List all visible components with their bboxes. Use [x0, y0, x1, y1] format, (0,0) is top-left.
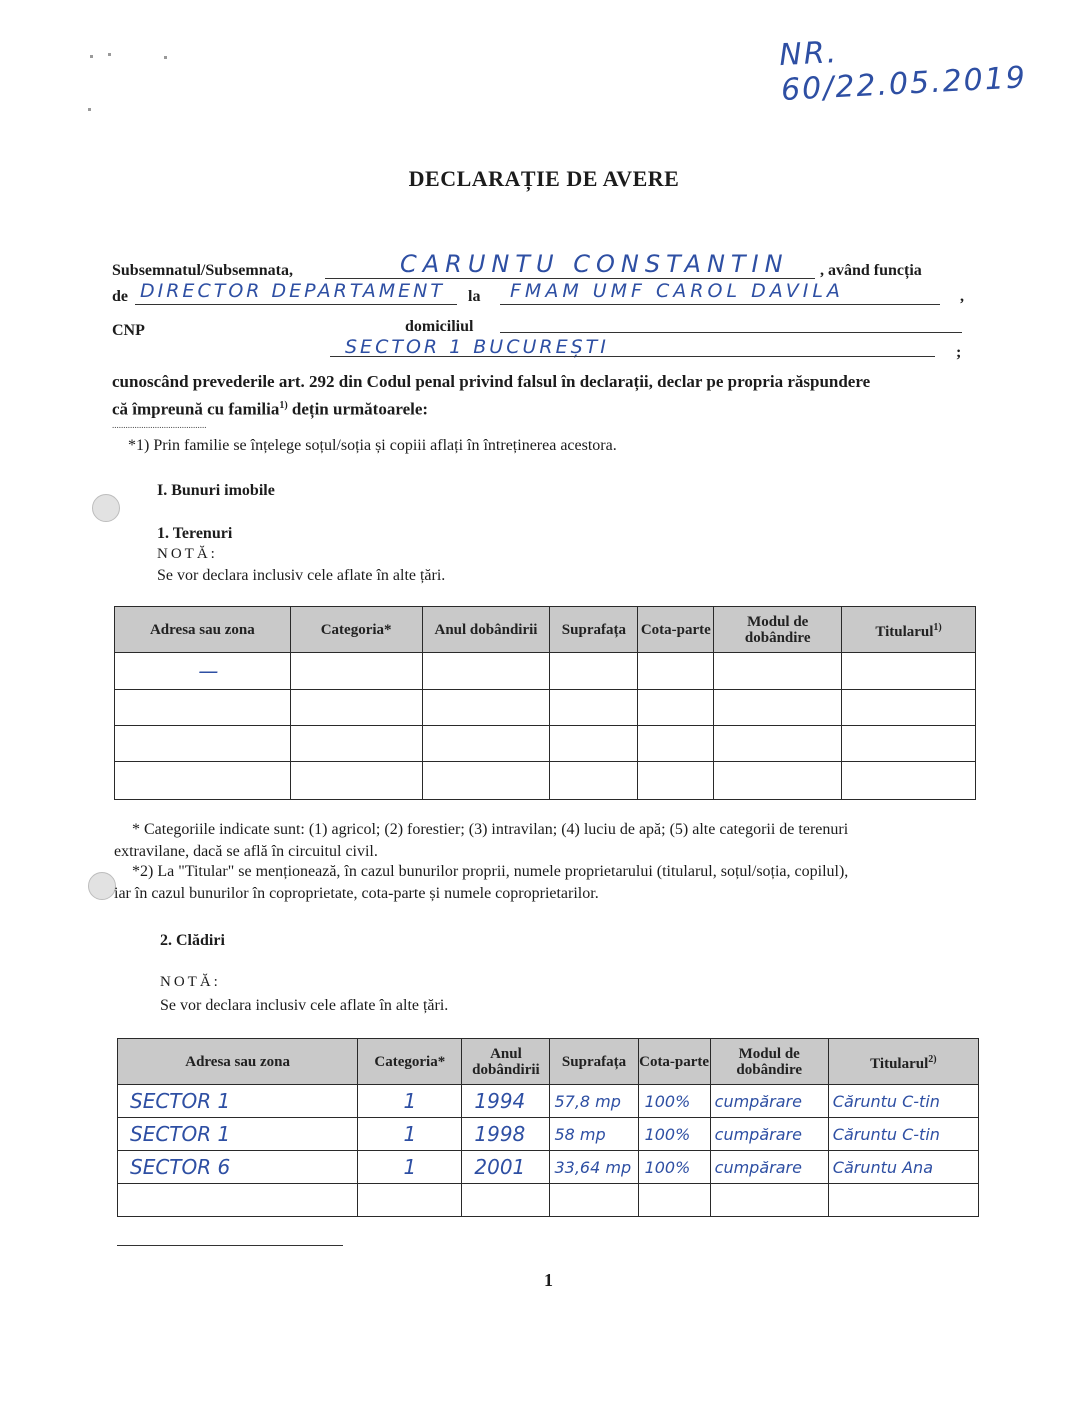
table-cell[interactable]: [550, 653, 638, 690]
table-cell-categoria[interactable]: 1: [358, 1085, 462, 1118]
table-cell-adresa[interactable]: SECTOR 1: [118, 1085, 358, 1118]
avand-functia-label: , având funcția: [820, 262, 922, 279]
table-cell-cota-parte[interactable]: 100%: [638, 1118, 710, 1151]
table-cell[interactable]: [638, 653, 714, 690]
statement-text: [112, 370, 992, 422]
table-cell-anul[interactable]: 1994: [462, 1085, 550, 1118]
table-cell[interactable]: [462, 1184, 550, 1217]
terenuri-table: [114, 606, 976, 800]
col-header-suprafata: Suprafața: [550, 607, 638, 653]
table-cell[interactable]: [358, 1184, 462, 1217]
table-header-row: [115, 607, 976, 653]
table-cell-adresa[interactable]: SECTOR 6: [118, 1151, 358, 1184]
domiciliu-underline-2: [330, 356, 935, 357]
col-header-anul: Anul dobândirii: [462, 1039, 550, 1085]
institution-field[interactable]: FMAM UMF CAROL DAVILA: [510, 280, 844, 302]
table-cell[interactable]: [422, 726, 550, 762]
table-cell-anul[interactable]: 1998: [462, 1118, 550, 1151]
subsection-heading-cladiri: 2. Clădiri: [160, 932, 225, 949]
function-field[interactable]: DIRECTOR DEPARTAMENT: [140, 280, 445, 302]
semicolon: ;: [956, 344, 962, 361]
table-cell-titularul[interactable]: Căruntu Ana: [828, 1151, 978, 1184]
cladiri-table: [117, 1038, 979, 1217]
table-row: [115, 762, 976, 800]
table-row: [118, 1184, 979, 1217]
scan-speck: [108, 53, 111, 56]
table-cell[interactable]: [842, 762, 976, 800]
table-cell-cota-parte[interactable]: 100%: [638, 1151, 710, 1184]
table-cell[interactable]: [550, 726, 638, 762]
col-header-titularul: Titularul$^{1)}$: [842, 607, 976, 653]
footnote-rule: [117, 1245, 343, 1246]
table-header-row: [118, 1039, 979, 1085]
table-cell[interactable]: [115, 726, 291, 762]
table-cell[interactable]: [422, 653, 550, 690]
hole-punch-mark: [88, 872, 116, 900]
nota-label: NOTĂ:: [157, 546, 218, 562]
table-cell-modul[interactable]: cumpărare: [710, 1118, 828, 1151]
table-cell-modul[interactable]: cumpărare: [710, 1151, 828, 1184]
footnote-categories-line-1: * Categoriile indicate sunt: (1) agricol; (2) forestier; (3) intravilan; (4) luciu de apă; (5) alte categorii de terenuri: [132, 821, 849, 838]
table-cell-titularul[interactable]: Căruntu C-tin: [828, 1118, 978, 1151]
table-cell[interactable]: [550, 762, 638, 800]
footnote-separator-dots: ..........................................: [112, 420, 207, 430]
table-row: [118, 1118, 979, 1151]
table-cell[interactable]: [290, 726, 422, 762]
table-cell[interactable]: [714, 726, 842, 762]
table-cell[interactable]: [290, 690, 422, 726]
col-header-titularul: Titularul$^{2)}$: [828, 1039, 978, 1085]
table-row: [115, 726, 976, 762]
table-cell[interactable]: [842, 726, 976, 762]
declarant-name-field[interactable]: CARUNTU CONSTANTIN: [400, 250, 789, 278]
table-cell[interactable]: [638, 726, 714, 762]
col-header-modul: Modul de dobândire: [710, 1039, 828, 1085]
footnote-1: *1) Prin familie se înțelege soțul/soția și copiii aflați în întreținerea acestora.: [128, 437, 617, 454]
scan-speck: [90, 55, 93, 58]
table-cell[interactable]: [638, 690, 714, 726]
table-cell[interactable]: [118, 1184, 358, 1217]
col-header-suprafata: Suprafața: [550, 1039, 638, 1085]
col-header-adresa: Adresa sau zona: [118, 1039, 358, 1085]
section-heading-bunuri-imobile: I. Bunuri imobile: [157, 482, 275, 499]
footnote-titular-line-2: iar în cazul bunurilor în coproprietate, cota-parte și numele coproprietarilor.: [114, 885, 599, 902]
col-header-cota-parte: Cota-parte: [638, 607, 714, 653]
de-label: de: [112, 288, 128, 305]
statement-line-2: că împreună cu familia$^{1)}$ dețin următoarele:: [112, 399, 429, 419]
registration-stamp: NR. 60/22.05.2019: [778, 35, 1028, 109]
address-field[interactable]: SECTOR 1 BUCUREȘTI: [345, 336, 609, 358]
cnp-label: CNP: [112, 322, 145, 339]
footnote-categories-line-2: extravilane, dacă se află în circuitul civil.: [114, 843, 378, 860]
table-cell[interactable]: [842, 690, 976, 726]
comma: ,: [960, 288, 964, 305]
footnote-titular-line-1: *2) La "Titular" se menționează, în cazul bunurilor proprii, numele proprietarului (titularul, soțul/soția, copilul),: [132, 863, 849, 880]
table-cell[interactable]: [842, 653, 976, 690]
table-cell-anul[interactable]: 2001: [462, 1151, 550, 1184]
table-row: [118, 1085, 979, 1118]
la-label: la: [468, 288, 481, 305]
page-title: DECLARAȚIE DE AVERE: [408, 166, 680, 191]
function-underline: [135, 304, 457, 305]
domiciliul-label: domiciliul: [405, 318, 474, 335]
domiciliu-underline-1: [500, 332, 962, 333]
nota-text: Se vor declara inclusiv cele aflate în alte țări.: [157, 567, 446, 584]
table-cell-cota-parte[interactable]: 100%: [638, 1085, 710, 1118]
hole-punch-mark: [92, 494, 120, 522]
col-header-anul: Anul dobândirii: [422, 607, 550, 653]
table-cell[interactable]: [638, 1184, 710, 1217]
table-cell-modul[interactable]: cumpărare: [710, 1085, 828, 1118]
col-header-categoria: Categoria*: [358, 1039, 462, 1085]
name-underline: [325, 278, 815, 279]
page-number: 1: [544, 1270, 553, 1290]
table-cell-suprafata[interactable]: 58 mp: [550, 1118, 638, 1151]
table-cell[interactable]: —: [115, 653, 291, 690]
table-cell[interactable]: [710, 1184, 828, 1217]
nota-label: NOTĂ:: [160, 974, 221, 990]
table-cell-adresa[interactable]: SECTOR 1: [118, 1118, 358, 1151]
scan-speck: [164, 56, 167, 59]
table-cell[interactable]: [714, 762, 842, 800]
cnp-field[interactable]: [150, 320, 370, 340]
table-cell[interactable]: [115, 762, 291, 800]
institution-underline: [500, 304, 940, 305]
table-cell[interactable]: [290, 653, 422, 690]
col-header-adresa: Adresa sau zona: [115, 607, 291, 653]
col-header-categoria: Categoria*: [290, 607, 422, 653]
table-cell-categoria[interactable]: 1: [358, 1151, 462, 1184]
table-cell-suprafata[interactable]: 33,64 mp: [550, 1151, 638, 1184]
table-cell[interactable]: [115, 690, 291, 726]
table-cell-suprafata[interactable]: 57,8 mp: [550, 1085, 638, 1118]
table-cell-categoria[interactable]: 1: [358, 1118, 462, 1151]
table-cell[interactable]: [638, 762, 714, 800]
table-cell[interactable]: [550, 1184, 638, 1217]
subsection-heading-terenuri: 1. Terenuri: [157, 525, 233, 542]
table-cell[interactable]: [550, 690, 638, 726]
col-header-modul: Modul de dobândire: [714, 607, 842, 653]
table-row: [118, 1151, 979, 1184]
table-row: [115, 653, 976, 690]
subsemnatul-label: Subsemnatul/Subsemnata,: [112, 262, 293, 279]
table-cell-titularul[interactable]: Căruntu C-tin: [828, 1085, 978, 1118]
col-header-cota-parte: Cota-parte: [638, 1039, 710, 1085]
table-row: [115, 690, 976, 726]
table-cell[interactable]: [714, 653, 842, 690]
nota-text: Se vor declara inclusiv cele aflate în alte țări.: [160, 997, 449, 1014]
table-cell[interactable]: [422, 690, 550, 726]
table-cell[interactable]: [290, 762, 422, 800]
table-cell[interactable]: [422, 762, 550, 800]
statement-line-1: cunoscând prevederile art. 292 din Codul penal privind falsul în declarații, declar pe propria răspundere: [112, 372, 871, 391]
table-cell[interactable]: [828, 1184, 978, 1217]
scan-speck: [88, 108, 91, 111]
table-cell[interactable]: [714, 690, 842, 726]
